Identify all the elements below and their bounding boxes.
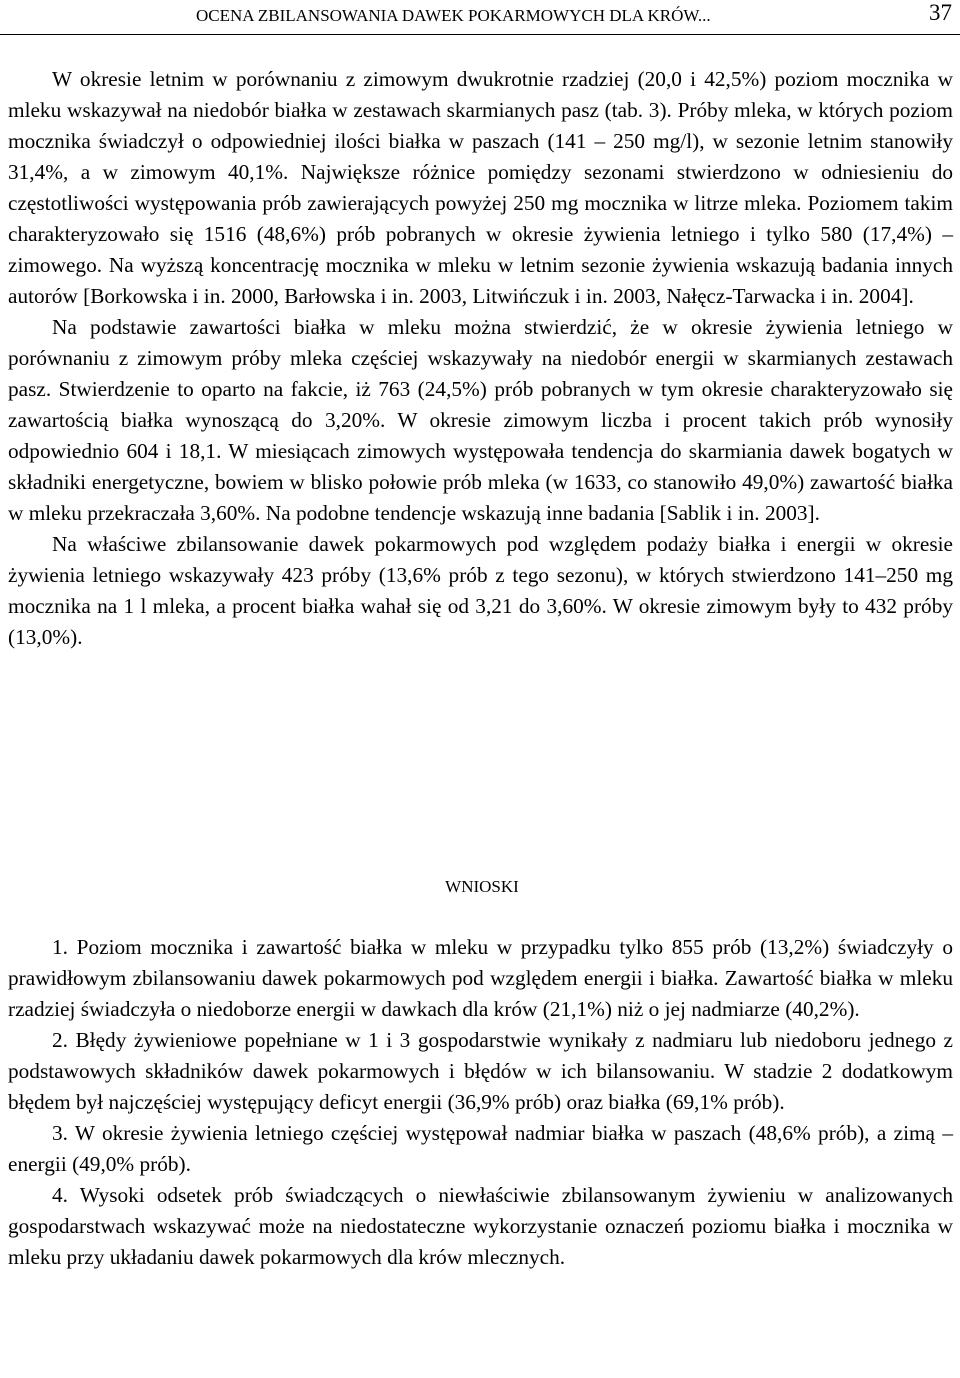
running-header-title: OCENA ZBILANSOWANIA DAWEK POKARMOWYCH DLA KRÓW...: [196, 6, 711, 25]
conclusion-item: 2. Błędy żywieniowe popełniane w 1 i 3 gospodarstwie wynikały z nadmiaru lub niedoboru jednego z podstawowych składników dawek pokarmowych i błędów w ich bilansowaniu. W stadzie 2 dodatkowym błędem był najczęściej występujący deficyt energii (36,9% prób) oraz białka (69,1% prób).: [8, 1028, 953, 1114]
conclusions-heading: [0, 877, 960, 897]
conclusion-item: 1. Poziom mocznika i zawartość białka w mleku w przypadku tylko 855 prób (13,2%) świadczyły o prawidłowym zbilansowaniu dawek pokarmowych pod względem energii i białka. Zawartość białka w mleku rzadziej świadczyła o niedoborze energii w dawkach dla krów (21,1%) niż o jej nadmiarze (40,2%).: [8, 935, 953, 1021]
page-number: 37: [929, 0, 952, 25]
paragraph: W okresie letnim w porównaniu z zimowym dwukrotnie rzadziej (20,0 i 42,5%) poziom mocznika w mleku wskazywał na niedobór białka w zestawach skarmianych pasz (tab. 3). Próby mleka, w których poziom mocznika świadczył o odpowiedniej ilości białka w paszach (141 – 250 mg/l), w sezonie letnim stanowiły 31,4%, a w zimowym 40,1%. Największe różnice pomiędzy sezonami stwierdzono w odniesieniu do częstotliwości występowania prób zawierających powyżej 250 mg mocznika w litrze mleka. Poziomem takim charakteryzowało się 1516 (48,6%) prób pobranych w okresie żywienia letniego i tylko 580 (17,4%) – zimowego. Na wyższą koncentrację mocznika w mleku w letnim sezonie żywienia wskazują badania innych autorów [Borkowska i in. 2000, Barłowska i in. 2003, Litwińczuk i in. 2003, Nałęcz-Tarwacka i in. 2004].: [8, 67, 953, 308]
header-divider: [0, 34, 960, 35]
conclusion-item: 4. Wysoki odsetek prób świadczących o niewłaściwie zbilansowanym żywieniu w analizowanych gospodarstwach wskazywać może na niedostateczne wykorzystanie oznaczeń poziomu białka i mocznika w mleku przy układaniu dawek pokarmowych dla krów mlecznych.: [8, 1183, 953, 1269]
conclusions-heading-text: WNIOSKI: [445, 877, 519, 896]
conclusions-list: [8, 932, 953, 1273]
conclusion-item: 3. W okresie żywienia letniego częściej występował nadmiar białka w paszach (48,6% prób), a zimą – energii (49,0% prób).: [8, 1121, 953, 1176]
paragraph: Na właściwe zbilansowanie dawek pokarmowych pod względem podaży białka i energii w okresie żywienia letniego wskazywały 423 próby (13,6% prób z tego sezonu), w których stwierdzono 141–250 mg mocznika na 1 l mleka, a procent białka wahał się od 3,21 do 3,60%. W okresie zimowym były to 432 próby (13,0%).: [8, 532, 953, 649]
body-text: [8, 64, 953, 653]
running-header: [0, 0, 960, 36]
paragraph: Na podstawie zawartości białka w mleku można stwierdzić, że w okresie żywienia letniego w porównaniu z zimowym próby mleka częściej wskazywały na niedobór energii w skarmianych zestawach pasz. Stwierdzenie to oparto na fakcie, iż 763 (24,5%) prób pobranych w tym okresie charakteryzowało się zawartością białka wynoszącą do 3,20%. W okresie zimowym liczba i procent takich prób wynosiły odpowiednio 604 i 18,1. W miesiącach zimowych występowała tendencja do skarmiania dawek bogatych w składniki energetyczne, bowiem w blisko połowie prób mleka (w 1633, co stanowiło 49,0%) zawartość białka w mleku przekraczała 3,60%. Na podobne tendencje wskazują inne badania [Sablik i in. 2003].: [8, 315, 953, 525]
